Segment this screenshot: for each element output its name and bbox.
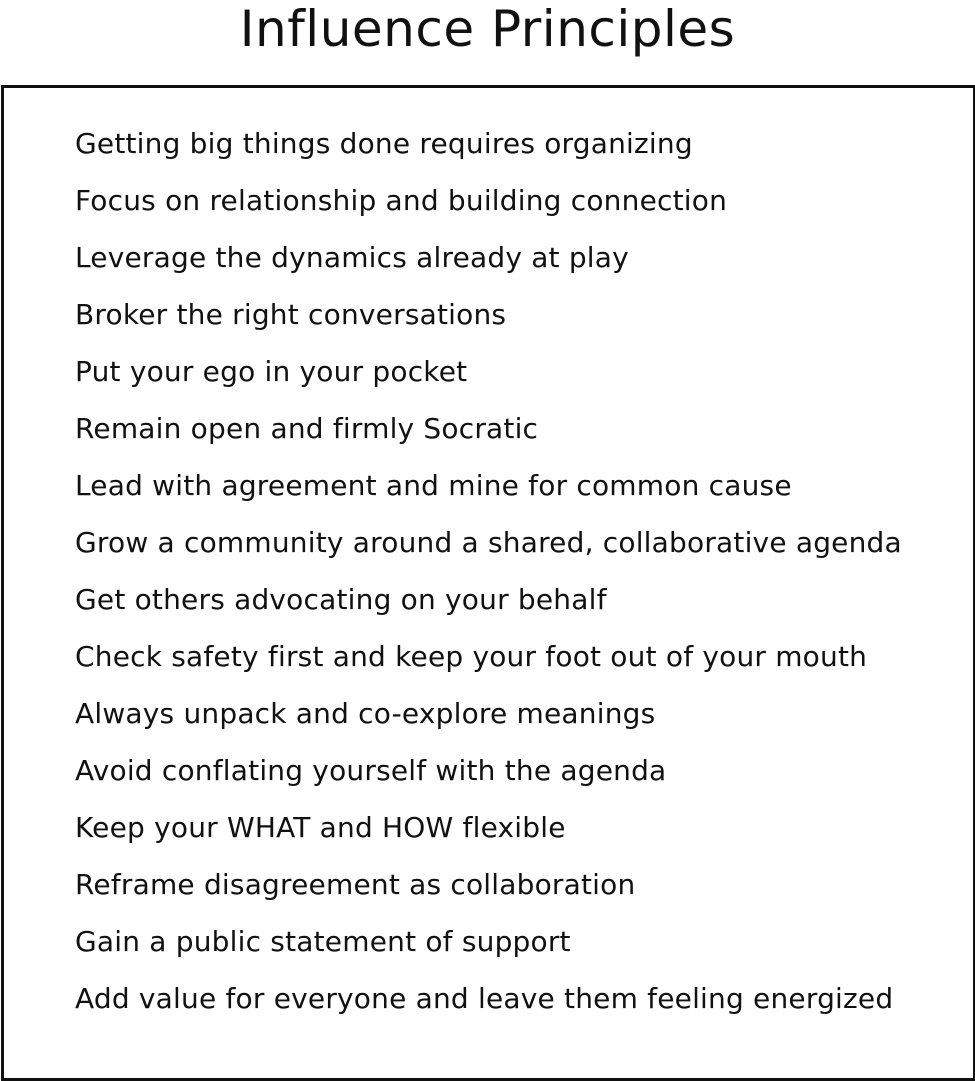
principle-item: Grow a community around a shared, collaborative agenda: [75, 526, 902, 559]
principle-item: Check safety first and keep your foot out of your mouth: [75, 640, 868, 673]
principle-item: Avoid conflating yourself with the agenda: [75, 754, 667, 787]
principle-item: Focus on relationship and building connection: [75, 184, 728, 217]
principles-list: [75, 127, 902, 1039]
principles-box: [1, 85, 975, 1081]
principle-item: Get others advocating on your behalf: [75, 583, 607, 616]
principle-item: Broker the right conversations: [75, 298, 507, 331]
principle-item: Remain open and firmly Socratic: [75, 412, 539, 445]
principle-item: Always unpack and co-explore meanings: [75, 697, 656, 730]
principle-item: Reframe disagreement as collaboration: [75, 868, 636, 901]
principle-item: Lead with agreement and mine for common cause: [75, 469, 792, 502]
principle-item: Gain a public statement of support: [75, 925, 571, 958]
principle-item: Put your ego in your pocket: [75, 355, 468, 388]
principle-item: Keep your WHAT and HOW flexible: [75, 811, 566, 844]
principle-item: Add value for everyone and leave them feeling energized: [75, 982, 894, 1015]
principle-item: Leverage the dynamics already at play: [75, 241, 629, 274]
principle-item: Getting big things done requires organizing: [75, 127, 693, 160]
page-title: Influence Principles: [239, 0, 736, 58]
